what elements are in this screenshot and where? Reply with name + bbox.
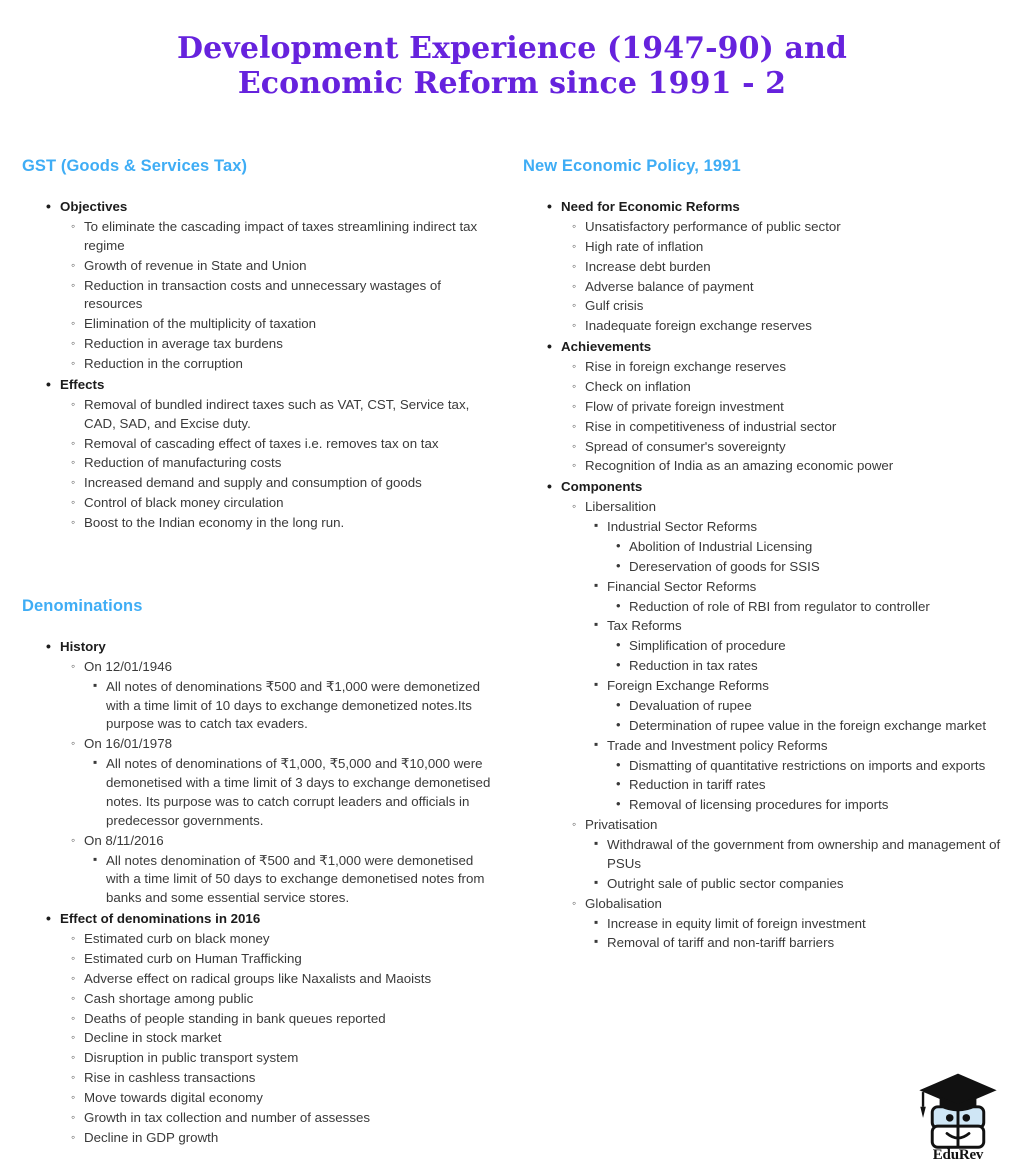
bullet-list-level-4 bbox=[607, 697, 1006, 736]
list-item bbox=[84, 474, 493, 493]
right-column bbox=[503, 157, 1006, 955]
list-item-text: ◦ Growth of revenue in State and Union bbox=[84, 257, 493, 276]
list-item-text: • Effects bbox=[60, 376, 493, 395]
list-item-text: • History bbox=[60, 638, 493, 657]
list-item bbox=[585, 317, 1006, 336]
list-item bbox=[629, 717, 1006, 736]
list-item bbox=[629, 598, 1006, 617]
list-item bbox=[84, 396, 493, 434]
list-item bbox=[585, 218, 1006, 237]
list-item-text: ▪ All notes denomination of ₹500 and ₹1,000 were demonetised with a time limit of 50 days to exchange demonetised notes from banks and some essential service stores. bbox=[106, 852, 493, 909]
list-item-text: ◦ Decline in GDP growth bbox=[84, 1129, 493, 1148]
content-section bbox=[523, 157, 1006, 953]
list-item-text: ◦ Control of black money circulation bbox=[84, 494, 493, 513]
list-item-text: ◦ Disruption in public transport system bbox=[84, 1049, 493, 1068]
list-item bbox=[84, 257, 493, 276]
list-item bbox=[84, 658, 493, 735]
list-item bbox=[106, 852, 493, 909]
list-item-text: ▪ All notes of denominations ₹500 and ₹1,000 were demonetized with a time limit of 10 days to exchange demonetized notes.Its purpose was to catch tax evaders. bbox=[106, 678, 493, 735]
list-item bbox=[60, 910, 493, 1148]
list-item-text: ◦ On 12/01/1946 bbox=[84, 658, 493, 677]
list-item-text: ◦ Flow of private foreign investment bbox=[585, 398, 1006, 417]
list-item bbox=[84, 1069, 493, 1088]
list-item bbox=[84, 454, 493, 473]
list-item-text: ▪ Industrial Sector Reforms bbox=[607, 518, 1006, 537]
list-item bbox=[84, 735, 493, 830]
list-item-text: ◦ On 16/01/1978 bbox=[84, 735, 493, 754]
bullet-list-level-4 bbox=[607, 757, 1006, 816]
list-item bbox=[106, 755, 493, 831]
list-item bbox=[629, 538, 1006, 557]
list-item-text: • Determination of rupee value in the foreign exchange market bbox=[629, 717, 1006, 736]
bullet-list-level-3 bbox=[585, 518, 1006, 815]
list-item-text: ◦ Spread of consumer's sovereignty bbox=[585, 438, 1006, 457]
list-item bbox=[84, 1129, 493, 1148]
list-item bbox=[84, 1049, 493, 1068]
bullet-list-level-4 bbox=[607, 637, 1006, 676]
list-item-text: ◦ Deaths of people standing in bank queues reported bbox=[84, 1010, 493, 1029]
list-item bbox=[585, 816, 1006, 894]
list-item bbox=[106, 678, 493, 735]
list-item bbox=[561, 198, 1006, 336]
list-item bbox=[629, 776, 1006, 795]
list-item bbox=[60, 376, 493, 533]
list-item-text: • Simplification of procedure bbox=[629, 637, 1006, 656]
list-item-text: ◦ Gulf crisis bbox=[585, 297, 1006, 316]
bullet-list-level-4 bbox=[607, 538, 1006, 577]
list-item bbox=[585, 238, 1006, 257]
list-item bbox=[607, 578, 1006, 617]
list-item-text: ◦ Boost to the Indian economy in the long run. bbox=[84, 514, 493, 533]
list-item-text: • Objectives bbox=[60, 198, 493, 217]
list-item-text: ◦ Rise in foreign exchange reserves bbox=[585, 358, 1006, 377]
list-item-text: • Reduction of role of RBI from regulator to controller bbox=[629, 598, 1006, 617]
list-item-text: ▪ Removal of tariff and non-tariff barriers bbox=[607, 934, 1006, 953]
list-item bbox=[84, 1089, 493, 1108]
bullet-list-level-3 bbox=[84, 678, 493, 735]
list-item-text: ◦ Reduction in the corruption bbox=[84, 355, 493, 374]
page-title-line-2: Economic Reform since 1991 - 2 bbox=[237, 65, 787, 101]
list-item bbox=[585, 418, 1006, 437]
list-item bbox=[629, 657, 1006, 676]
bullet-list-level-2 bbox=[60, 658, 493, 908]
bullet-list-level-2 bbox=[561, 498, 1006, 953]
list-item-text: ◦ Globalisation bbox=[585, 895, 1006, 914]
bullet-list-level-2 bbox=[60, 396, 493, 533]
bullet-list-level-3 bbox=[585, 836, 1006, 894]
list-item-text: ◦ Unsatisfactory performance of public sector bbox=[585, 218, 1006, 237]
list-item-text: ◦ Estimated curb on black money bbox=[84, 930, 493, 949]
list-item-text: ▪ Financial Sector Reforms bbox=[607, 578, 1006, 597]
list-item-text: ◦ Increased demand and supply and consumption of goods bbox=[84, 474, 493, 493]
list-item-text: ◦ Recognition of India as an amazing economic power bbox=[585, 457, 1006, 476]
list-item bbox=[84, 494, 493, 513]
page-title-line-1: Development Experience (1947-90) and bbox=[176, 31, 848, 66]
list-item-text: ▪ Outright sale of public sector companies bbox=[607, 875, 1006, 894]
list-item bbox=[607, 934, 1006, 953]
list-item bbox=[585, 278, 1006, 297]
bullet-list-level-3 bbox=[84, 755, 493, 831]
list-item bbox=[585, 398, 1006, 417]
list-item bbox=[585, 895, 1006, 954]
bullet-list-level-1 bbox=[22, 638, 493, 1148]
list-item bbox=[84, 950, 493, 969]
content-section bbox=[22, 157, 493, 533]
list-item bbox=[585, 498, 1006, 815]
list-item bbox=[607, 677, 1006, 736]
list-item bbox=[607, 617, 1006, 676]
list-item bbox=[607, 518, 1006, 577]
list-item bbox=[585, 378, 1006, 397]
list-item-text: ◦ On 8/11/2016 bbox=[84, 832, 493, 851]
bullet-list-level-2 bbox=[561, 358, 1006, 476]
bullet-list-level-4 bbox=[607, 598, 1006, 617]
list-item-text: • Devaluation of rupee bbox=[629, 697, 1006, 716]
list-item-text: ◦ Adverse balance of payment bbox=[585, 278, 1006, 297]
list-item-text: ◦ Removal of cascading effect of taxes i.e. removes tax on tax bbox=[84, 435, 493, 454]
list-item bbox=[561, 478, 1006, 953]
list-item-text: • Achievements bbox=[561, 338, 1006, 357]
list-item bbox=[84, 1010, 493, 1029]
list-item bbox=[585, 438, 1006, 457]
left-column bbox=[22, 157, 503, 1150]
bullet-list-level-1 bbox=[22, 198, 493, 533]
list-item bbox=[84, 930, 493, 949]
list-item-text: ▪ All notes of denominations of ₹1,000, ₹5,000 and ₹10,000 were demonetised with a time limit of 3 days to exchange demonetised notes. Its purpose was to catch corrupt leaders and officials in predecessor governments. bbox=[106, 755, 493, 831]
list-item-text: ◦ Removal of bundled indirect taxes such as VAT, CST, Service tax, CAD, SAD, and Excise duty. bbox=[84, 396, 493, 434]
list-item-text: ◦ Estimated curb on Human Trafficking bbox=[84, 950, 493, 969]
section-heading: GST (Goods & Services Tax) bbox=[22, 157, 248, 175]
bullet-list-level-3 bbox=[84, 852, 493, 909]
list-item bbox=[84, 514, 493, 533]
list-item bbox=[629, 558, 1006, 577]
list-item-text: ▪ Increase in equity limit of foreign investment bbox=[607, 915, 1006, 934]
list-item-text: ◦ Reduction in transaction costs and unnecessary wastages of resources bbox=[84, 277, 493, 315]
list-item bbox=[84, 218, 493, 256]
list-item-text: ◦ Cash shortage among public bbox=[84, 990, 493, 1009]
list-item-text: ◦ Elimination of the multiplicity of taxation bbox=[84, 315, 493, 334]
list-item-text: ◦ Check on inflation bbox=[585, 378, 1006, 397]
list-item bbox=[561, 338, 1006, 476]
list-item-text: • Dereservation of goods for SSIS bbox=[629, 558, 1006, 577]
list-item-text: • Abolition of Industrial Licensing bbox=[629, 538, 1006, 557]
list-item bbox=[84, 1029, 493, 1048]
list-item bbox=[585, 258, 1006, 277]
list-item bbox=[629, 637, 1006, 656]
list-item bbox=[84, 832, 493, 909]
list-item bbox=[607, 836, 1006, 874]
list-item bbox=[60, 198, 493, 374]
list-item bbox=[585, 358, 1006, 377]
page-title bbox=[0, 0, 1024, 101]
list-item bbox=[585, 297, 1006, 316]
list-item-text: ▪ Trade and Investment policy Reforms bbox=[607, 737, 1006, 756]
list-item bbox=[84, 990, 493, 1009]
bullet-list-level-2 bbox=[60, 218, 493, 374]
section-heading: Denominations bbox=[22, 596, 143, 615]
list-item bbox=[60, 638, 493, 908]
list-item-text: ◦ Inadequate foreign exchange reserves bbox=[585, 317, 1006, 336]
list-item-text: ◦ Rise in competitiveness of industrial sector bbox=[585, 418, 1006, 437]
bullet-list-level-3 bbox=[585, 915, 1006, 954]
list-item-text: • Reduction in tax rates bbox=[629, 657, 1006, 676]
list-item-text: ◦ High rate of inflation bbox=[585, 238, 1006, 257]
list-item bbox=[607, 875, 1006, 894]
list-item-text: ◦ Adverse effect on radical groups like Naxalists and Maoists bbox=[84, 970, 493, 989]
list-item bbox=[585, 457, 1006, 476]
list-item bbox=[84, 1109, 493, 1128]
list-item-text: ◦ Libersalition bbox=[585, 498, 1006, 517]
list-item-text: ◦ To eliminate the cascading impact of taxes streamlining indirect tax regime bbox=[84, 218, 493, 256]
content-columns bbox=[0, 157, 1024, 1150]
list-item-text: ◦ Reduction of manufacturing costs bbox=[84, 454, 493, 473]
list-item-text: ▪ Withdrawal of the government from ownership and management of PSUs bbox=[607, 836, 1006, 874]
list-item-text: • Removal of licensing procedures for imports bbox=[629, 796, 1006, 815]
list-item-text: ◦ Reduction in average tax burdens bbox=[84, 335, 493, 354]
list-item-text: ◦ Increase debt burden bbox=[585, 258, 1006, 277]
list-item bbox=[607, 737, 1006, 816]
list-item bbox=[607, 915, 1006, 934]
list-item bbox=[84, 435, 493, 454]
list-item-text: ◦ Rise in cashless transactions bbox=[84, 1069, 493, 1088]
bullet-list-level-1 bbox=[523, 198, 1006, 953]
edurev-wordmark: EduRev bbox=[932, 1147, 984, 1163]
section-heading: New Economic Policy, 1991 bbox=[523, 157, 741, 175]
list-item bbox=[629, 757, 1006, 776]
list-item-text: ◦ Move towards digital economy bbox=[84, 1089, 493, 1108]
list-item bbox=[84, 335, 493, 354]
list-item bbox=[629, 697, 1006, 716]
list-item-text: ◦ Privatisation bbox=[585, 816, 1006, 835]
list-item bbox=[84, 315, 493, 334]
list-item bbox=[84, 277, 493, 315]
list-item-text: • Components bbox=[561, 478, 1006, 497]
bullet-list-level-2 bbox=[561, 218, 1006, 336]
list-item-text: • Dismatting of quantitative restrictions on imports and exports bbox=[629, 757, 1006, 776]
bullet-list-level-2 bbox=[60, 930, 493, 1148]
list-item bbox=[84, 970, 493, 989]
list-item bbox=[84, 355, 493, 374]
content-section bbox=[22, 597, 493, 1148]
list-item bbox=[629, 796, 1006, 815]
list-item-text: ◦ Growth in tax collection and number of assesses bbox=[84, 1109, 493, 1128]
list-item-text: ◦ Decline in stock market bbox=[84, 1029, 493, 1048]
list-item-text: • Effect of denominations in 2016 bbox=[60, 910, 493, 929]
list-item-text: ▪ Tax Reforms bbox=[607, 617, 1006, 636]
list-item-text: • Reduction in tariff rates bbox=[629, 776, 1006, 795]
list-item-text: ▪ Foreign Exchange Reforms bbox=[607, 677, 1006, 696]
list-item-text: • Need for Economic Reforms bbox=[561, 198, 1006, 217]
